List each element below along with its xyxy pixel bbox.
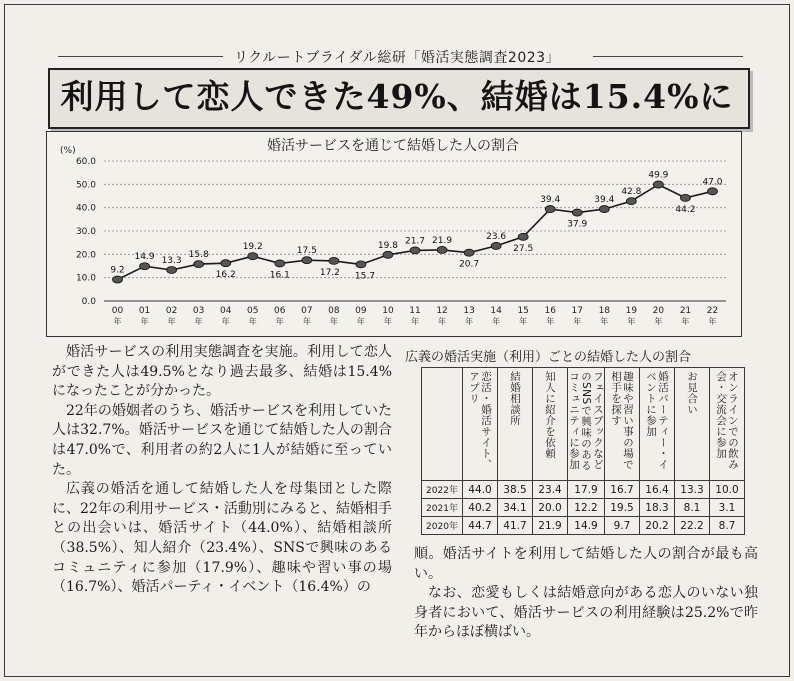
body-paragraph: 順。婚活サイトを利用して結婚した人の割合が最も高い。 — [414, 546, 758, 582]
x-tick-label: 08 — [328, 306, 340, 316]
data-point — [518, 233, 528, 240]
x-tick-label: 09 — [355, 306, 367, 316]
data-point — [599, 206, 609, 213]
table-column-header: オンラインでの飲み会・交流会に参加 — [710, 368, 745, 481]
data-point — [221, 260, 231, 267]
x-tick-label: 21 — [679, 306, 692, 316]
x-tick-label: 22 — [706, 306, 719, 316]
series-line — [118, 185, 713, 280]
x-tick-unit: 年 — [465, 317, 474, 326]
x-tick-unit: 年 — [411, 317, 419, 326]
body-paragraph: 広義の婚活を通して結婚した人を母集団とした際に、22年の利用サービス・活動別にみると、結婚相手との出会いは、婚活サイト（44.0%）、結婚相談所（38.5%）、知人紹介（23.4%）、SNSで興味のあるコミュニティに参加（17.9%）、趣味や習い事の場（16.7%）、婚活パーティ・イベント（16.4%）の — [52, 481, 392, 596]
x-tick-label: 15 — [517, 306, 529, 316]
table-cell: 19.5 — [605, 499, 640, 517]
x-tick-label: 05 — [247, 306, 259, 316]
table-cell: 40.2 — [463, 499, 498, 517]
data-point — [491, 242, 501, 249]
x-tick-unit: 年 — [627, 317, 636, 326]
kicker: リクルートブライダル総研「婚活実態調査2023」 — [233, 50, 561, 66]
table-cell: 13.3 — [675, 481, 710, 499]
x-tick-unit: 年 — [546, 317, 555, 326]
table-row-label: 2021年 — [422, 499, 463, 517]
data-point — [248, 253, 258, 260]
x-tick-unit: 年 — [113, 317, 122, 326]
data-point — [167, 266, 177, 273]
data-point — [680, 194, 690, 201]
x-tick-unit: 年 — [654, 317, 663, 326]
x-tick-label: 07 — [301, 306, 313, 316]
y-tick-label: 60.0 — [75, 157, 96, 167]
table-column-header: 婚活パーティー・イベントに参加 — [640, 368, 675, 481]
x-tick-unit: 年 — [248, 317, 257, 326]
x-tick-unit: 年 — [519, 317, 528, 326]
data-label: 16.1 — [269, 270, 290, 281]
line-chart — [46, 131, 740, 335]
data-point — [545, 206, 555, 213]
y-axis-label: (%) — [60, 146, 76, 156]
chart-title: 婚活サービスを通じて結婚した人の割合 — [267, 138, 519, 154]
data-point — [329, 257, 339, 264]
table-cell: 20.2 — [640, 517, 675, 535]
data-point — [113, 276, 123, 283]
data-label: 15.7 — [354, 271, 375, 282]
data-label: 15.8 — [188, 250, 209, 261]
x-tick-unit: 年 — [383, 317, 392, 326]
article-body — [52, 343, 392, 598]
data-point — [653, 181, 663, 188]
table-row — [422, 481, 745, 499]
table-cell: 34.1 — [498, 499, 533, 517]
y-tick-label: 30.0 — [75, 227, 96, 237]
data-label: 14.9 — [134, 252, 155, 263]
x-tick-unit: 年 — [681, 317, 690, 326]
table-cell: 23.4 — [533, 481, 568, 499]
data-label: 42.8 — [621, 187, 642, 198]
table-title: 広義の婚活実施（利用）ごとの結婚した人の割合 — [405, 350, 692, 365]
table-row-label: 2020年 — [422, 517, 463, 535]
x-tick-label: 04 — [219, 306, 232, 316]
table-cell: 14.9 — [568, 517, 605, 535]
table-column-header: 恋活・婚活サイト、アプリ — [463, 368, 498, 481]
x-tick-unit: 年 — [140, 317, 149, 326]
data-point — [356, 261, 366, 268]
table-header-row — [422, 368, 745, 481]
data-label: 47.0 — [702, 177, 723, 188]
x-tick-unit: 年 — [302, 317, 311, 326]
data-label: 13.3 — [161, 255, 182, 266]
table-cell: 3.1 — [710, 499, 745, 517]
table-column-header: 結婚相談所 — [498, 368, 533, 481]
body-paragraph: 婚活サービスの利用実態調査を実施。利用して恋人ができた人は49.5%となり過去最多、結婚は15.4%になったことが分かった。 — [52, 344, 392, 400]
x-tick-unit: 年 — [329, 317, 338, 326]
data-label: 20.7 — [459, 259, 480, 270]
table-cell: 18.3 — [640, 499, 675, 517]
data-point — [275, 260, 285, 267]
x-tick-label: 14 — [490, 306, 502, 316]
table-cell: 38.5 — [498, 481, 533, 499]
data-label: 21.7 — [404, 236, 426, 247]
table-cell: 16.4 — [640, 481, 675, 499]
table-row-label: 2022年 — [422, 481, 463, 499]
table-row — [422, 499, 745, 517]
table-cell: 10.0 — [710, 481, 745, 499]
x-tick-label: 11 — [409, 306, 421, 316]
table-cell: 8.1 — [675, 499, 710, 517]
data-point — [572, 209, 582, 216]
data-point — [410, 247, 420, 254]
table-column-header: 趣味や習い事の場で相手を探す — [605, 368, 640, 481]
data-label: 44.2 — [675, 204, 696, 215]
x-tick-unit: 年 — [194, 317, 203, 326]
table-cell: 17.9 — [568, 481, 605, 499]
results-table — [421, 367, 745, 535]
x-tick-label: 20 — [652, 306, 665, 316]
data-point — [464, 249, 474, 256]
data-point — [140, 263, 150, 270]
data-point — [383, 251, 393, 258]
table-row — [422, 517, 745, 535]
table-corner-cell — [422, 368, 463, 481]
table-cell: 44.7 — [463, 517, 498, 535]
headline: 利用して恋人できた49%、結婚は15.4%に — [60, 77, 734, 116]
data-label: 37.9 — [567, 219, 588, 230]
data-label: 39.4 — [594, 195, 615, 206]
x-tick-unit: 年 — [221, 317, 230, 326]
data-point — [707, 188, 717, 195]
data-label: 39.4 — [540, 195, 561, 206]
table-cell: 16.7 — [605, 481, 640, 499]
data-label: 27.5 — [513, 243, 534, 254]
table-cell: 41.7 — [498, 517, 533, 535]
data-point — [626, 198, 636, 205]
data-label: 19.2 — [242, 242, 263, 253]
table-column-header: フェイスブックなどのSNSで興味のあるコミュニティに参加 — [568, 368, 605, 481]
x-tick-label: 02 — [165, 306, 178, 316]
x-tick-unit: 年 — [573, 317, 582, 326]
table-cell: 20.0 — [533, 499, 568, 517]
table-cell: 8.7 — [710, 517, 745, 535]
data-label: 9.2 — [110, 265, 125, 276]
x-tick-label: 03 — [192, 306, 205, 316]
table-column-header: お見合い — [675, 368, 710, 481]
table-column-header: 知人に紹介を依頼 — [533, 368, 568, 481]
y-tick-label: 20.0 — [75, 250, 96, 261]
body-paragraph: なお、恋愛もしくは結婚意向がある恋人のいない独身者において、婚活サービスの利用経験は25.2%で昨年からほぼ横ばい。 — [414, 585, 758, 641]
x-tick-unit: 年 — [275, 317, 284, 326]
body-paragraph: 22年の婚姻者のうち、婚活サービスを利用していた人は32.7%。婚活サービスを通じて結婚した人の割合は47.0%で、利用者の約2人に1人が結婚に至っていた。 — [52, 402, 392, 478]
y-tick-label: 50.0 — [75, 180, 96, 191]
data-point — [194, 261, 204, 268]
x-tick-label: 10 — [382, 306, 394, 316]
data-label: 23.6 — [486, 231, 507, 242]
article-continuation — [414, 545, 758, 643]
x-tick-unit: 年 — [356, 317, 365, 326]
x-tick-unit: 年 — [600, 317, 609, 326]
x-tick-label: 01 — [138, 306, 151, 316]
x-tick-label: 18 — [598, 306, 611, 316]
x-tick-label: 06 — [274, 306, 286, 316]
kicker-rule-right — [593, 56, 743, 57]
x-tick-label: 13 — [463, 306, 475, 316]
x-tick-unit: 年 — [708, 317, 717, 326]
x-tick-label: 12 — [436, 306, 448, 316]
x-tick-label: 00 — [111, 306, 124, 316]
y-tick-label: 10.0 — [75, 273, 96, 284]
x-tick-unit: 年 — [167, 317, 176, 326]
x-tick-label: 17 — [571, 306, 583, 316]
data-label: 17.5 — [296, 246, 317, 257]
table-cell: 9.7 — [605, 517, 640, 535]
table-cell: 44.0 — [463, 481, 498, 499]
table-cell: 12.2 — [568, 499, 605, 517]
table-cell: 21.9 — [533, 517, 568, 535]
data-point — [302, 257, 312, 264]
y-tick-label: 0.0 — [81, 297, 96, 307]
data-label: 49.9 — [648, 170, 669, 181]
data-label: 16.2 — [215, 270, 236, 281]
y-tick-label: 40.0 — [75, 203, 96, 214]
data-label: 21.9 — [432, 235, 453, 246]
x-tick-label: 16 — [544, 306, 556, 316]
x-tick-unit: 年 — [492, 317, 501, 326]
x-tick-label: 19 — [625, 306, 638, 316]
data-label: 17.2 — [319, 267, 340, 278]
data-point — [437, 246, 447, 253]
data-label: 19.8 — [377, 240, 398, 251]
x-tick-unit: 年 — [438, 317, 447, 326]
table-cell: 22.2 — [675, 517, 710, 535]
